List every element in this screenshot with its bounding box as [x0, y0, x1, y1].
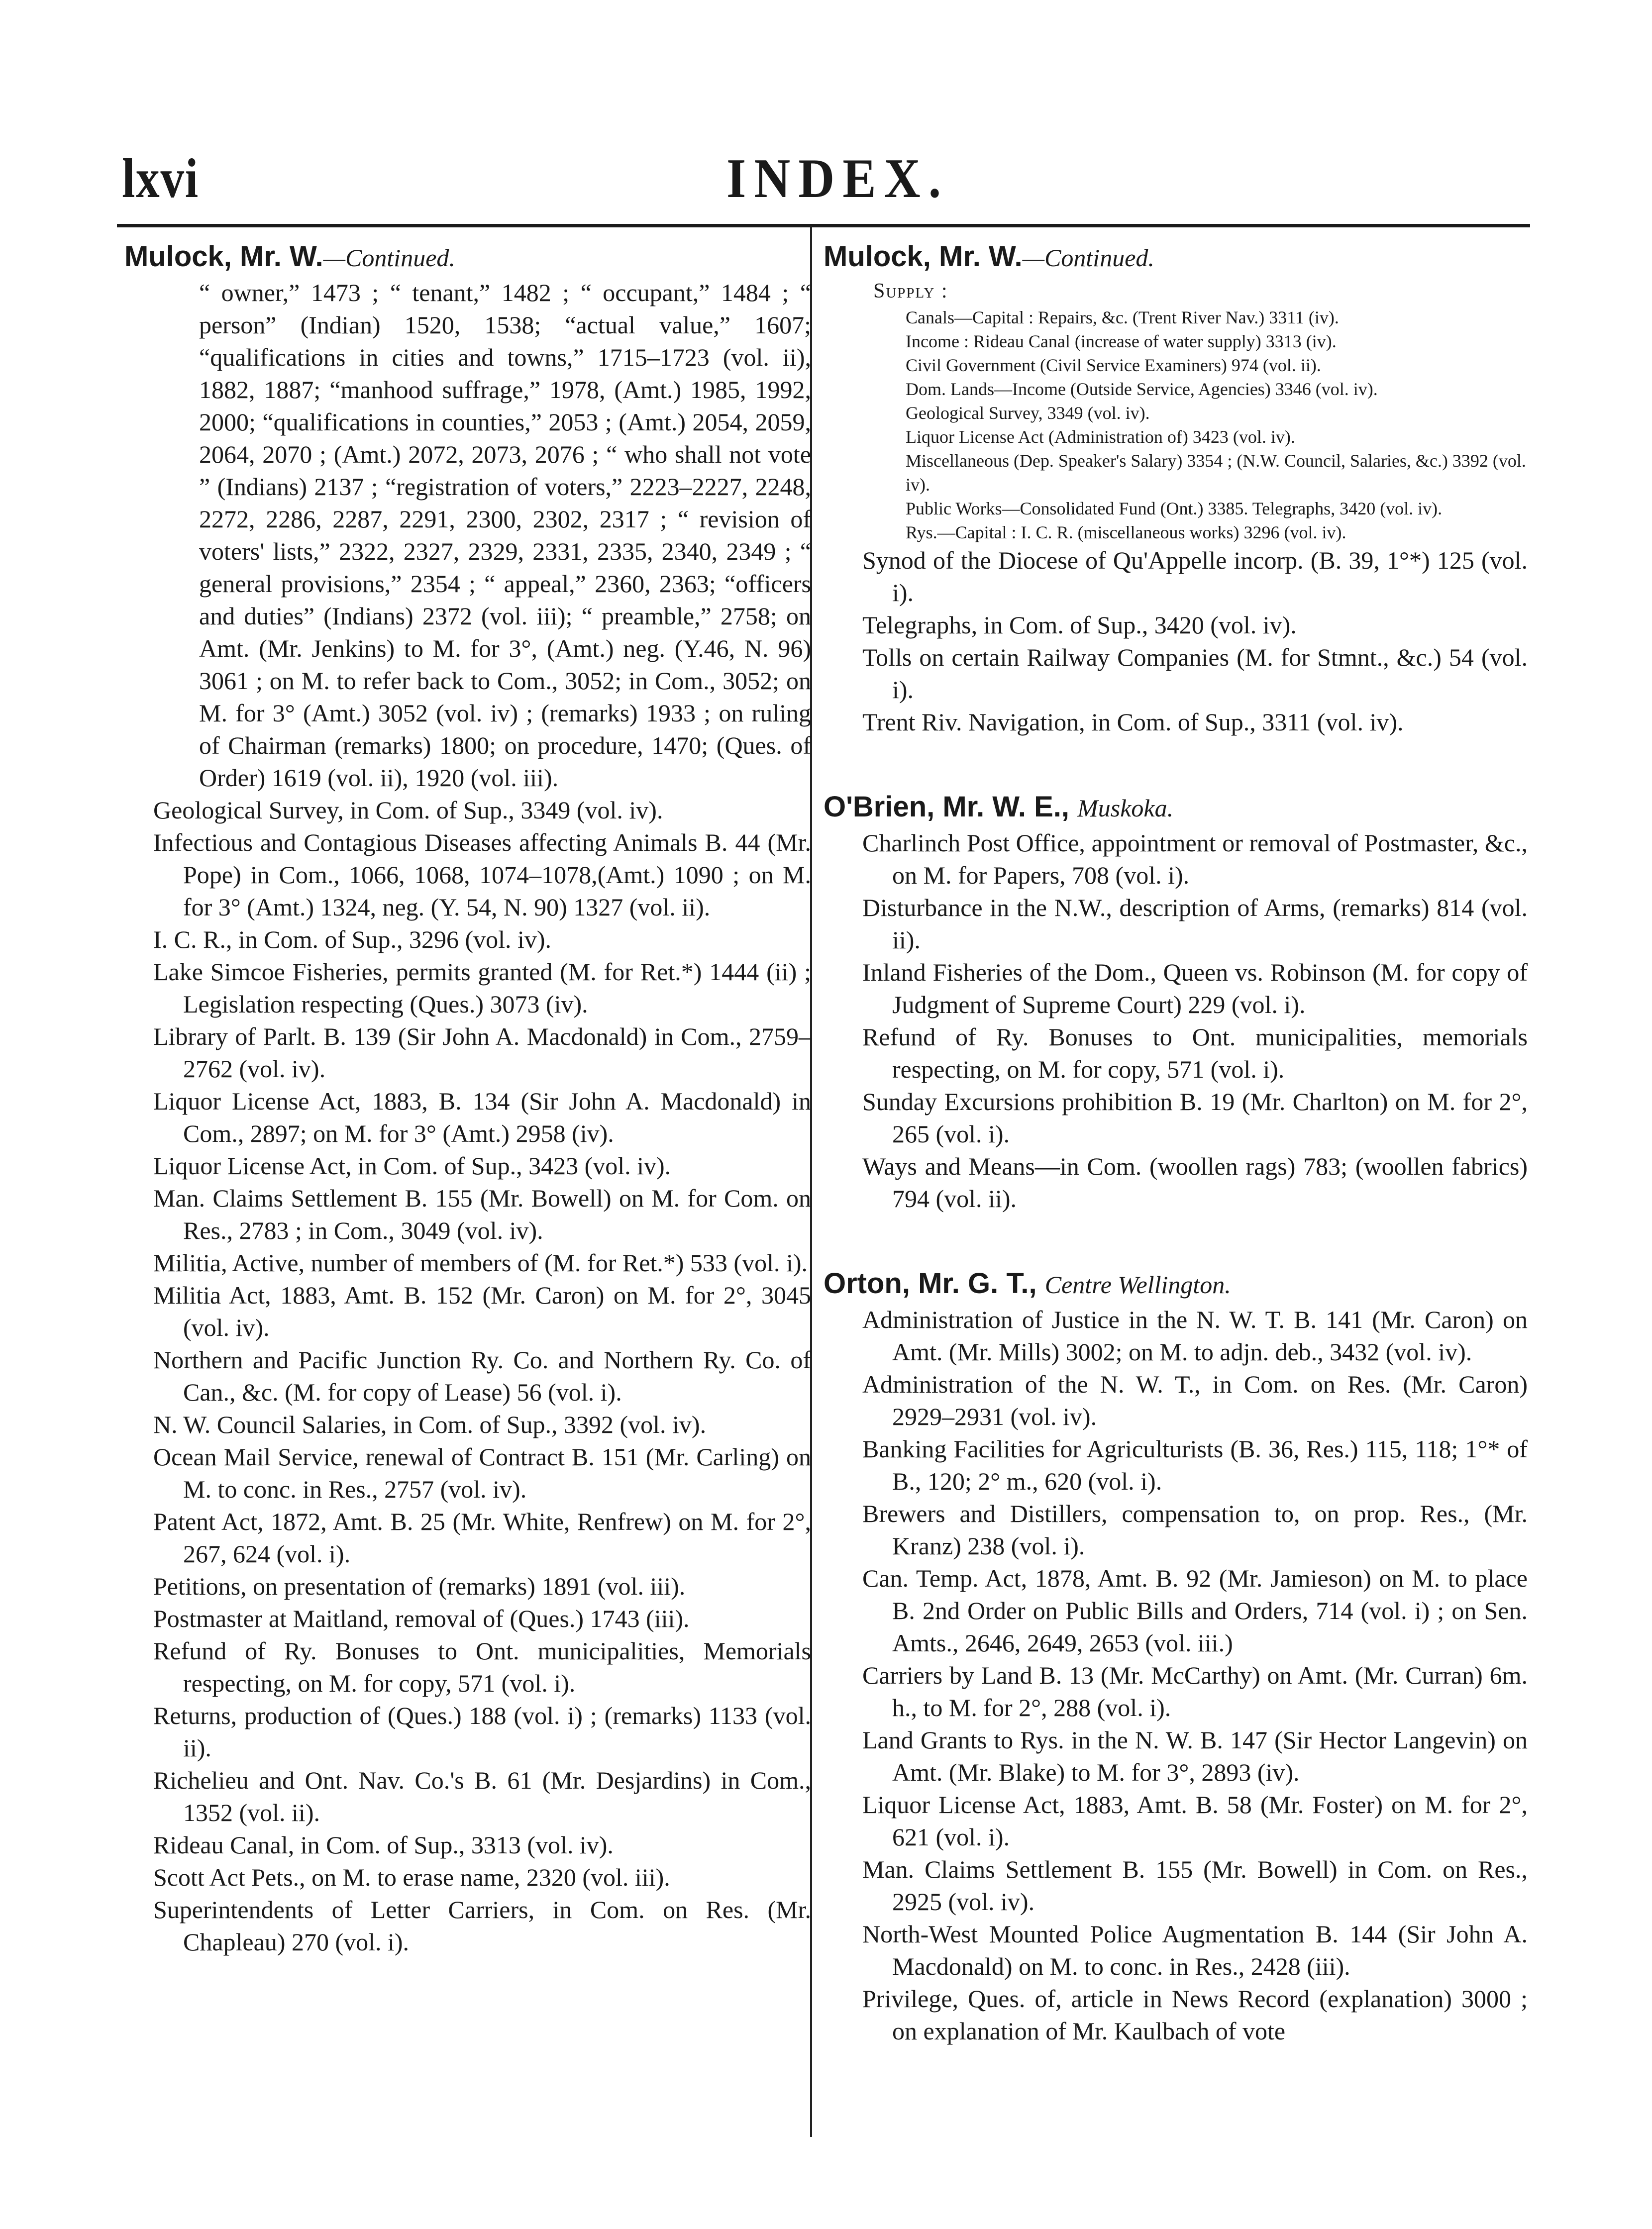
index-entry: Land Grants to Rys. in the N. W. B. 147 (Sir Hector Langevin) on Amt. (Mr. Blake) to M. for 3°, 2893 (iv).: [862, 1726, 1528, 1786]
index-entry: Returns, production of (Ques.) 188 (vol. i) ; (remarks) 1133 (vol. ii).: [153, 1702, 811, 1762]
index-entry: Man. Claims Settlement B. 155 (Mr. Bowell) on M. for Com. on Res., 2783 ; in Com., 3049 (vol. iv).: [153, 1184, 811, 1244]
index-entry: Disturbance in the N.W., description of Arms, (remarks) 814 (vol. ii).: [862, 894, 1528, 954]
index-entry: Scott Act Pets., on M. to erase name, 2320 (vol. iii).: [153, 1863, 670, 1891]
supply-item: Civil Government (Civil Service Examiners) 974 (vol. ii).: [906, 355, 1321, 375]
right-column: [824, 238, 1528, 2047]
orton-entry-list: [824, 1304, 1528, 2047]
supply-item: Rys.—Capital : I. C. R. (miscellaneous works) 3296 (vol. iv).: [906, 522, 1346, 542]
index-entry: Lake Simcoe Fisheries, permits granted (M. for Ret.*) 1444 (ii) ; Legislation respecting (Ques.) 3073 (iv).: [153, 958, 811, 1018]
index-entry: Refund of Ry. Bonuses to Ont. municipalities, Memorials respecting, on M. for copy, 571 (vol. i).: [153, 1637, 811, 1697]
index-entry: N. W. Council Salaries, in Com. of Sup., 3392 (vol. iv).: [153, 1411, 707, 1438]
index-entry: Administration of the N. W. T., in Com. on Res. (Mr. Caron) 2929–2931 (vol. iv).: [862, 1370, 1528, 1430]
index-entry: North-West Mounted Police Augmentation B. 144 (Sir John A. Macdonald) on M. to conc. in Res., 2428 (iii).: [862, 1920, 1528, 1980]
index-entry: Postmaster at Maitland, removal of (Ques.) 1743 (iii).: [153, 1605, 690, 1632]
index-entry: Synod of the Diocese of Qu'Appelle incorp. (B. 39, 1°*) 125 (vol. i).: [862, 546, 1528, 607]
index-entry: Infectious and Contagious Diseases affecting Animals B. 44 (Mr. Pope) in Com., 1066, 1068, 1074–1078,(Amt.) 1090 ; on M. for 3° (Amt.) 1324, neg. (Y. 54, N. 90) 1327 (vol. ii).: [153, 828, 811, 921]
index-paragraph: “ owner,” 1473 ; “ tenant,” 1482 ; “ occupant,” 1484 ; “ person” (Indian) 1520, 1538; “actual value,” 1607; “qualifications in cities and towns,” 1715–1723 (vol. ii), 1882, 1887; “manhood suffrage,” 1978, (Amt.) 1985, 1992, 2000; “qualifications in counties,” 2053 ; (Amt.) 2054, 2059, 2064, 2070 ; (Amt.) 2072, 2073, 2076 ; “ who shall not vote ” (Indians) 2137 ; “registration of voters,” 2223–2227, 2248, 2272, 2286, 2287, 2291, 2300, 2302, 2317 ; “ revision of voters' lists,” 2322, 2327, 2329, 2331, 2335, 2340, 2349 ; “ general provisions,” 2354 ; “ appeal,” 2360, 2363; “officers and duties” (Indians) 2372 (vol. iii); “ preamble,” 2758; on Amt. (Mr. Jenkins) to M. for 3°, (Amt.) neg. (Y.46, N. 96) 3061 ; on M. to refer back to Com., 3052; in Com., 3052; on M. for 3° (Amt.) 3052 (vol. iv) ; (remarks) 1933 ; on ruling of Chairman (remarks) 1800; on procedure, 1470; (Ques. of Order) 1619 (vol. ii), 1920 (vol. iii).: [199, 279, 811, 792]
supply-item: Public Works—Consolidated Fund (Ont.) 3385. Telegraphs, 3420 (vol. iv).: [906, 499, 1443, 518]
constituency: Muskoka.: [1077, 794, 1174, 822]
index-entry: Trent Riv. Navigation, in Com. of Sup., 3311 (vol. iv).: [862, 708, 1404, 736]
index-entry: Refund of Ry. Bonuses to Ont. municipalities, memorials respecting, on M. for copy, 571 (vol. i).: [862, 1023, 1528, 1083]
supply-item: Geological Survey, 3349 (vol. iv).: [906, 403, 1150, 423]
index-entry: Liquor License Act, in Com. of Sup., 3423 (vol. iv).: [153, 1152, 671, 1180]
index-entry: Geological Survey, in Com. of Sup., 3349 (vol. iv).: [153, 796, 663, 824]
supply-label: Supply :: [873, 280, 948, 303]
index-entry: Can. Temp. Act, 1878, Amt. B. 92 (Mr. Jamieson) on M. to place B. 2nd Order on Public Bills and Orders, 714 (vol. i) ; on Sen. Amts., 2646, 2649, 2653 (vol. iii.): [862, 1564, 1528, 1657]
mulock-entry-list: [824, 544, 1528, 738]
index-entry: Petitions, on presentation of (remarks) 1891 (vol. iii).: [153, 1572, 686, 1600]
section-head-name: Orton, Mr. G. T.,: [824, 1267, 1037, 1300]
supply-item: Miscellaneous (Dep. Speaker's Salary) 3354 ; (N.W. Council, Salaries, &c.) 3392 (vol. iv).: [906, 451, 1526, 495]
header-rule: [117, 224, 1530, 227]
supply-item: Dom. Lands—Income (Outside Service, Agencies) 3346 (vol. iv).: [906, 379, 1378, 399]
section-head-name: O'Brien, Mr. W. E.,: [824, 791, 1069, 823]
index-entry: Inland Fisheries of the Dom., Queen vs. Robinson (M. for copy of Judgment of Supreme Court) 229 (vol. i).: [862, 958, 1528, 1018]
index-entry: Administration of Justice in the N. W. T. B. 141 (Mr. Caron) on Amt. (Mr. Mills) 3002; on M. to adjn. deb., 3432 (vol. iv).: [862, 1306, 1528, 1366]
index-entry: Rideau Canal, in Com. of Sup., 3313 (vol. iv).: [153, 1831, 614, 1859]
section-continued: —Continued.: [1022, 244, 1154, 272]
supply-list: [824, 305, 1528, 544]
index-entry: Privilege, Ques. of, article in News Record (explanation) 3000 ; on explanation of Mr. Kaulbach of vote: [862, 1985, 1528, 2045]
section-head-orton: [824, 1265, 1528, 1304]
section-head-mulock: [824, 238, 1528, 277]
index-entry: Patent Act, 1872, Amt. B. 25 (Mr. White, Renfrew) on M. for 2°, 267, 624 (vol. i).: [153, 1508, 811, 1568]
index-entry: Carriers by Land B. 13 (Mr. McCarthy) on Amt. (Mr. Curran) 6m. h., to M. for 2°, 288 (vol. i).: [862, 1661, 1528, 1722]
supply-item: Income : Rideau Canal (increase of water supply) 3313 (iv).: [906, 331, 1337, 351]
index-entry: Richelieu and Ont. Nav. Co.'s B. 61 (Mr. Desjardins) in Com., 1352 (vol. ii).: [153, 1766, 811, 1826]
section-continued: —Continued.: [323, 244, 455, 272]
index-entry: Sunday Excursions prohibition B. 19 (Mr. Charlton) on M. for 2°, 265 (vol. i).: [862, 1088, 1528, 1148]
page-number: lxvi: [122, 148, 199, 209]
left-entry-list: [119, 794, 811, 1958]
obrien-entry-list: [824, 827, 1528, 1215]
left-column: [119, 238, 811, 1958]
index-entry: I. C. R., in Com. of Sup., 3296 (vol. iv).: [153, 925, 552, 953]
index-entry: Charlinch Post Office, appointment or removal of Postmaster, &c., on M. for Papers, 708 (vol. i).: [862, 829, 1528, 889]
constituency: Centre Wellington.: [1044, 1271, 1231, 1299]
section-head-name: Mulock, Mr. W.: [124, 240, 323, 273]
index-entry: Ocean Mail Service, renewal of Contract B. 151 (Mr. Carling) on M. to conc. in Res., 2757 (vol. iv).: [153, 1443, 811, 1503]
supply-item: Liquor License Act (Administration of) 3423 (vol. iv).: [906, 427, 1295, 447]
index-entry: Northern and Pacific Junction Ry. Co. and Northern Ry. Co. of Can., &c. (M. for copy of Lease) 56 (vol. i).: [153, 1346, 811, 1406]
index-entry: Militia Act, 1883, Amt. B. 152 (Mr. Caron) on M. for 2°, 3045 (vol. iv).: [153, 1281, 811, 1341]
section-head-obrien: [824, 788, 1528, 827]
index-entry: Banking Facilities for Agriculturists (B. 36, Res.) 115, 118; 1°* of B., 120; 2° m., 620 (vol. i).: [862, 1435, 1528, 1495]
index-entry: Library of Parlt. B. 139 (Sir John A. Macdonald) in Com., 2759–2762 (vol. iv).: [153, 1022, 811, 1083]
index-entry: Superintendents of Letter Carriers, in Com. on Res. (Mr. Chapleau) 270 (vol. i).: [153, 1896, 811, 1956]
index-entry: Ways and Means—in Com. (woollen rags) 783; (woollen fabrics) 794 (vol. ii).: [862, 1152, 1528, 1213]
supply-item: Canals—Capital : Repairs, &c. (Trent River Nav.) 3311 (iv).: [906, 307, 1339, 327]
index-entry: Brewers and Distillers, compensation to, on prop. Res., (Mr. Kranz) 238 (vol. i).: [862, 1500, 1528, 1560]
index-entry: Man. Claims Settlement B. 155 (Mr. Bowell) in Com. on Res., 2925 (vol. iv).: [862, 1855, 1528, 1916]
index-entry: Tolls on certain Railway Companies (M. for Stmnt., &c.) 54 (vol. i).: [862, 643, 1528, 704]
index-entry: Militia, Active, number of members of (M. for Ret.*) 533 (vol. i).: [153, 1249, 808, 1277]
section-head-mulock: [124, 238, 811, 277]
index-entry: Liquor License Act, 1883, Amt. B. 58 (Mr. Foster) on M. for 2°, 621 (vol. i).: [862, 1791, 1528, 1851]
page-title: INDEX.: [726, 148, 949, 209]
index-entry: Liquor License Act, 1883, B. 134 (Sir John A. Macdonald) in Com., 2897; on M. for 3° (Amt.) 2958 (iv).: [153, 1087, 811, 1147]
section-head-name: Mulock, Mr. W.: [824, 240, 1023, 273]
index-entry: Telegraphs, in Com. of Sup., 3420 (vol. iv).: [862, 611, 1297, 639]
